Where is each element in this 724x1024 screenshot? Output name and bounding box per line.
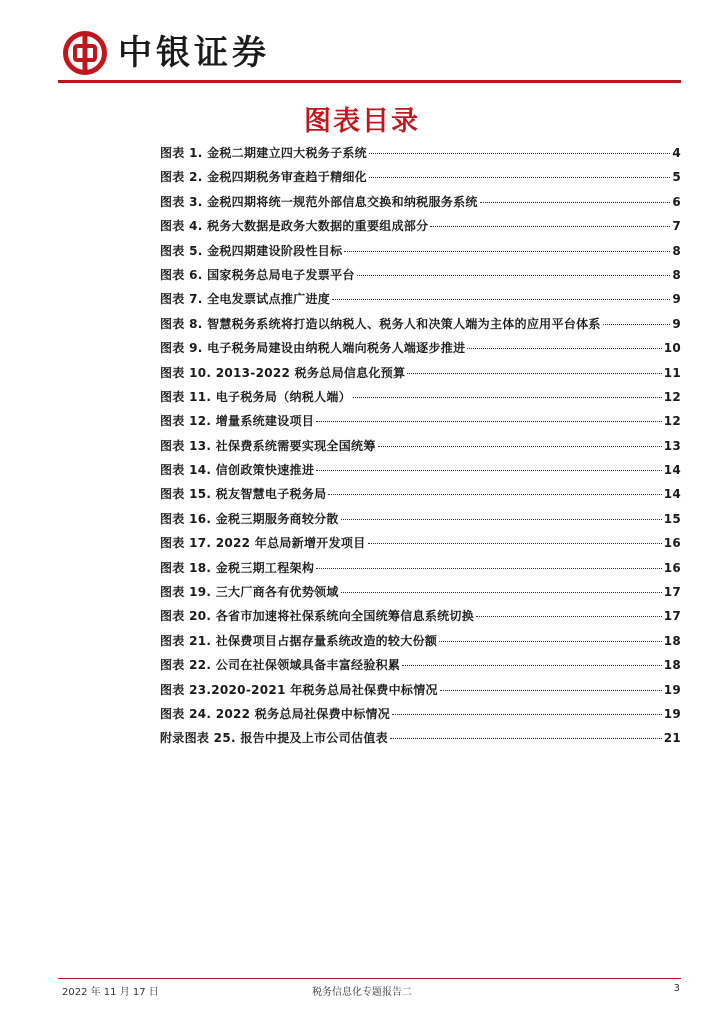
toc-entry-page: 10 — [663, 341, 681, 356]
toc-entry-label: 图表 11. 电子税务局（纳税人端） — [160, 389, 352, 404]
toc-entry-page: 5 — [672, 170, 681, 185]
toc-entry[interactable] — [160, 583, 681, 607]
toc-entry-page: 11 — [663, 365, 681, 380]
report-name: 税务信息化专题报告二 — [312, 987, 412, 998]
dot-leader — [407, 373, 661, 374]
toc-entry[interactable] — [160, 656, 681, 680]
toc-entry[interactable] — [160, 168, 681, 192]
toc-entry-label: 图表 24. 2022 税务总局社保费中标情况 — [160, 706, 391, 721]
toc-entry-label: 图表 1. 金税二期建立四大税务子系统 — [160, 146, 367, 160]
toc-entry-label: 图表 21. 社保费项目占据存量系统改造的较大份额 — [160, 633, 438, 648]
toc-entry[interactable] — [160, 681, 681, 705]
toc-entry-label: 图表 7. 全电发票试点推广进度 — [160, 292, 331, 307]
toc-entry-page: 15 — [663, 511, 681, 526]
brand-name: 中银证券 — [118, 33, 270, 73]
bank-of-china-logo-icon — [62, 30, 108, 76]
toc-entry-label: 图表 23.2020-2021 年税务总局社保费中标情况 — [160, 682, 438, 697]
dot-leader — [368, 543, 662, 544]
toc-entry-page: 13 — [663, 438, 681, 453]
dot-leader — [439, 641, 662, 642]
toc-entry-page: 4 — [672, 146, 681, 160]
toc-entry[interactable] — [160, 705, 681, 729]
toc-entry-page: 14 — [663, 487, 681, 502]
dot-leader — [328, 494, 661, 495]
dot-leader — [402, 665, 661, 666]
toc-entry-label: 图表 6. 国家税务总局电子发票平台 — [160, 267, 355, 282]
header-divider — [58, 80, 681, 83]
dot-leader — [344, 251, 670, 252]
page-number: 3 — [673, 983, 680, 994]
report-date: 2022 年 11 月 17 日 — [62, 987, 159, 998]
toc-entry[interactable] — [160, 461, 681, 485]
dot-leader — [603, 324, 671, 325]
toc-entry[interactable] — [160, 290, 681, 314]
toc-entry-label: 图表 2. 金税四期税务审查趋于精细化 — [160, 170, 367, 185]
toc-entry-page: 6 — [672, 194, 681, 209]
toc-entry-label: 图表 8. 智慧税务系统将打造以纳税人、税务人和决策人端为主体的应用平台体系 — [160, 316, 601, 331]
dot-leader — [341, 592, 662, 593]
toc-entry[interactable] — [160, 607, 681, 631]
toc-entry-label: 图表 10. 2013-2022 税务总局信息化预算 — [160, 365, 406, 380]
toc-entry-page: 19 — [663, 706, 681, 721]
toc-entry-label: 图表 15. 税友智慧电子税务局 — [160, 487, 327, 502]
dot-leader — [440, 690, 662, 691]
toc-entry[interactable] — [160, 217, 681, 241]
footer-divider — [58, 978, 681, 979]
dot-leader — [390, 738, 662, 739]
toc-entry-label: 图表 3. 金税四期将统一规范外部信息交换和纳税服务系统 — [160, 194, 478, 209]
toc-entry-page: 8 — [672, 267, 681, 282]
dot-leader — [392, 714, 662, 715]
toc-entry-page: 19 — [663, 682, 681, 697]
toc-entry-page: 17 — [663, 609, 681, 624]
page-title: 图表目录 — [304, 106, 420, 137]
table-of-figures — [160, 144, 681, 754]
toc-entry[interactable] — [160, 388, 681, 412]
toc-entry[interactable] — [160, 510, 681, 534]
toc-entry-label: 附录图表 25. 报告中提及上市公司估值表 — [160, 731, 388, 746]
toc-entry-page: 18 — [663, 658, 681, 673]
dot-leader — [357, 275, 671, 276]
toc-entry[interactable] — [160, 193, 681, 217]
toc-entry-label: 图表 4. 税务大数据是政务大数据的重要组成部分 — [160, 219, 429, 234]
dot-leader — [467, 348, 661, 349]
toc-entry-label: 图表 12. 增量系统建设项目 — [160, 414, 315, 429]
dot-leader — [316, 470, 662, 471]
toc-entry[interactable] — [160, 339, 681, 363]
toc-entry-page: 9 — [672, 292, 681, 307]
toc-entry[interactable] — [160, 242, 681, 266]
toc-entry-page: 16 — [663, 536, 681, 551]
toc-entry[interactable] — [160, 315, 681, 339]
toc-entry[interactable] — [160, 729, 681, 753]
toc-entry[interactable] — [160, 632, 681, 656]
dot-leader — [378, 446, 662, 447]
dot-leader — [316, 421, 662, 422]
toc-entry[interactable] — [160, 437, 681, 461]
toc-entry-page: 18 — [663, 633, 681, 648]
dot-leader — [480, 202, 671, 203]
toc-entry[interactable] — [160, 485, 681, 509]
toc-entry-label: 图表 16. 金税三期服务商较分散 — [160, 511, 339, 526]
toc-entry-page: 14 — [663, 463, 681, 478]
toc-entry-label: 图表 18. 金税三期工程架构 — [160, 560, 315, 575]
toc-entry-label: 图表 17. 2022 年总局新增开发项目 — [160, 536, 366, 551]
toc-entry-page: 8 — [672, 243, 681, 258]
dot-leader — [353, 397, 662, 398]
dot-leader — [369, 177, 670, 178]
dot-leader — [332, 299, 670, 300]
toc-entry[interactable] — [160, 559, 681, 583]
toc-entry-label: 图表 5. 金税四期建设阶段性目标 — [160, 243, 343, 258]
dot-leader — [341, 519, 662, 520]
toc-entry-page: 7 — [672, 219, 681, 234]
dot-leader — [316, 568, 662, 569]
toc-entry[interactable] — [160, 266, 681, 290]
toc-entry-page: 9 — [672, 316, 681, 331]
dot-leader — [369, 153, 670, 154]
toc-entry-page: 17 — [663, 585, 681, 600]
toc-entry-label: 图表 20. 各省市加速将社保系统向全国统筹信息系统切换 — [160, 609, 475, 624]
toc-entry[interactable] — [160, 412, 681, 436]
toc-entry-label: 图表 9. 电子税务局建设由纳税人端向税务人端逐步推进 — [160, 341, 466, 356]
toc-entry-page: 12 — [663, 414, 681, 429]
brand-logo — [62, 30, 270, 76]
dot-leader — [476, 616, 662, 617]
toc-entry-label: 图表 14. 信创政策快速推进 — [160, 463, 315, 478]
toc-entry[interactable] — [160, 364, 681, 388]
toc-entry-page: 12 — [663, 389, 681, 404]
toc-entry-label: 图表 22. 公司在社保领域具备丰富经验积累 — [160, 658, 401, 673]
dot-leader — [430, 226, 670, 227]
toc-entry[interactable] — [160, 534, 681, 558]
toc-entry[interactable] — [160, 144, 681, 168]
toc-entry-page: 21 — [663, 731, 681, 746]
toc-entry-label: 图表 19. 三大厂商各有优势领域 — [160, 585, 339, 600]
toc-entry-page: 16 — [663, 560, 681, 575]
toc-entry-label: 图表 13. 社保费系统需要实现全国统筹 — [160, 438, 376, 453]
